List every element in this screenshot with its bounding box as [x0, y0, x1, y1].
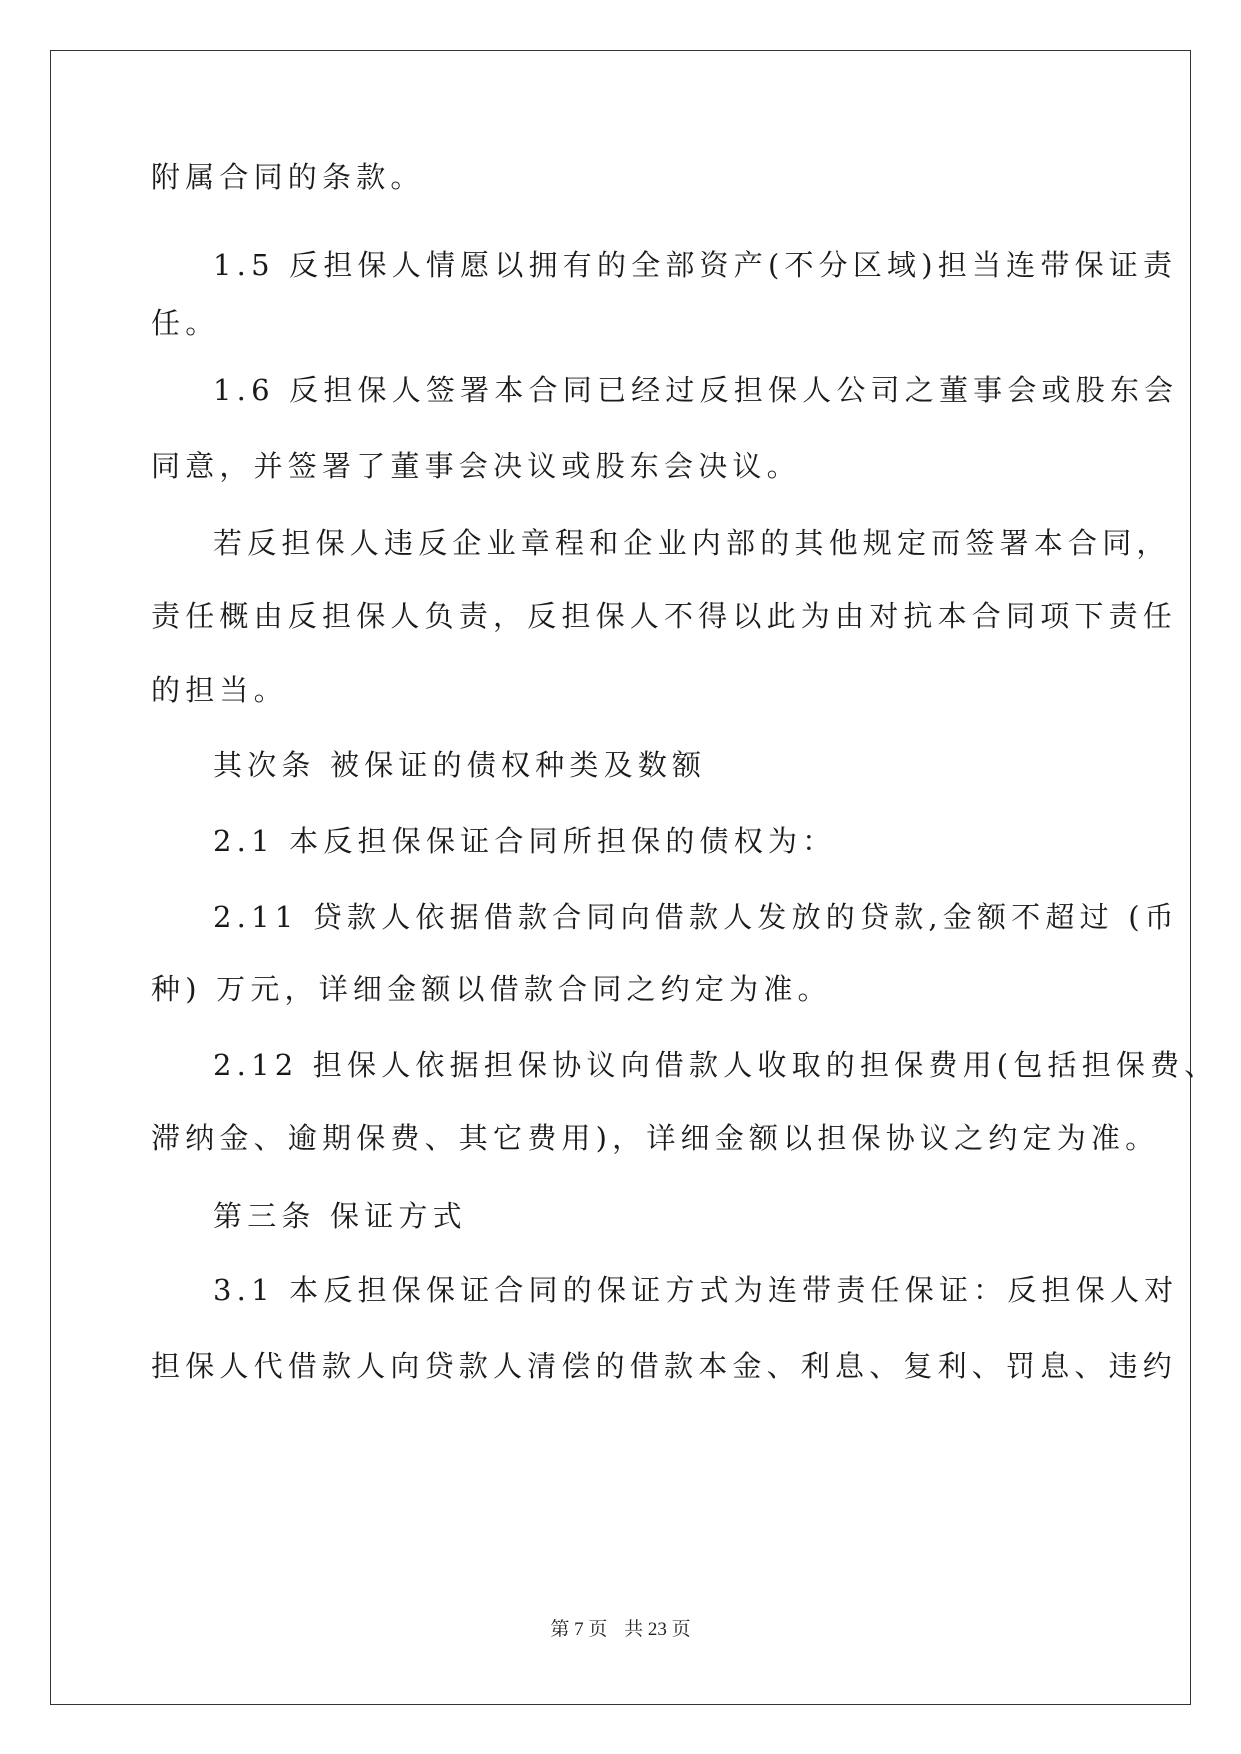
text-line: 担保人代借款人向贷款人清偿的借款本金、利息、复利、罚息、违约: [151, 1349, 1178, 1383]
text-line: 种) 万元，详细金额以借款合同之约定为准。: [151, 972, 832, 1006]
text-line: 1.6 反担保人签署本合同已经过反担保人公司之董事会或股东会: [213, 373, 1179, 407]
text-line: 同意，并签署了董事会决议或股东会决议。: [151, 449, 801, 483]
text-line: 2.12 担保人依据担保协议向借款人收取的担保费用(包括担保费、: [213, 1048, 1219, 1082]
text-line: 滞纳金、逾期保费、其它费用)，详细金额以担保协议之约定为准。: [151, 1121, 1160, 1155]
text-line: 责任概由反担保人负责，反担保人不得以此为由对抗本合同项下责任: [151, 599, 1178, 633]
page-total: 共 23 页: [624, 1619, 691, 1640]
text-line: 1.5 反担保人情愿以拥有的全部资产(不分区域)担当连带保证责: [213, 248, 1178, 282]
text-line: 的担当。: [151, 673, 288, 707]
text-line: 3.1 本反担保保证合同的保证方式为连带责任保证：反担保人对: [213, 1273, 1179, 1307]
section-heading: 其次条 被保证的债权种类及数额: [213, 748, 707, 782]
text-line: 若反担保人违反企业章程和企业内部的其他规定而签署本合同，: [213, 526, 1171, 560]
text-line: 2.11 贷款人依据借款合同向借款人发放的贷款,金额不超过 (币: [213, 900, 1179, 934]
text-line: 任。: [151, 306, 220, 340]
text-line: 2.1 本反担保保证合同所担保的债权为：: [213, 824, 837, 858]
text-line: 附属合同的条款。: [151, 160, 425, 194]
section-heading: 第三条 保证方式: [213, 1199, 467, 1233]
page-border: [50, 50, 1191, 1705]
page-footer: [0, 1614, 1241, 1641]
page-number: 第 7 页: [550, 1619, 608, 1640]
